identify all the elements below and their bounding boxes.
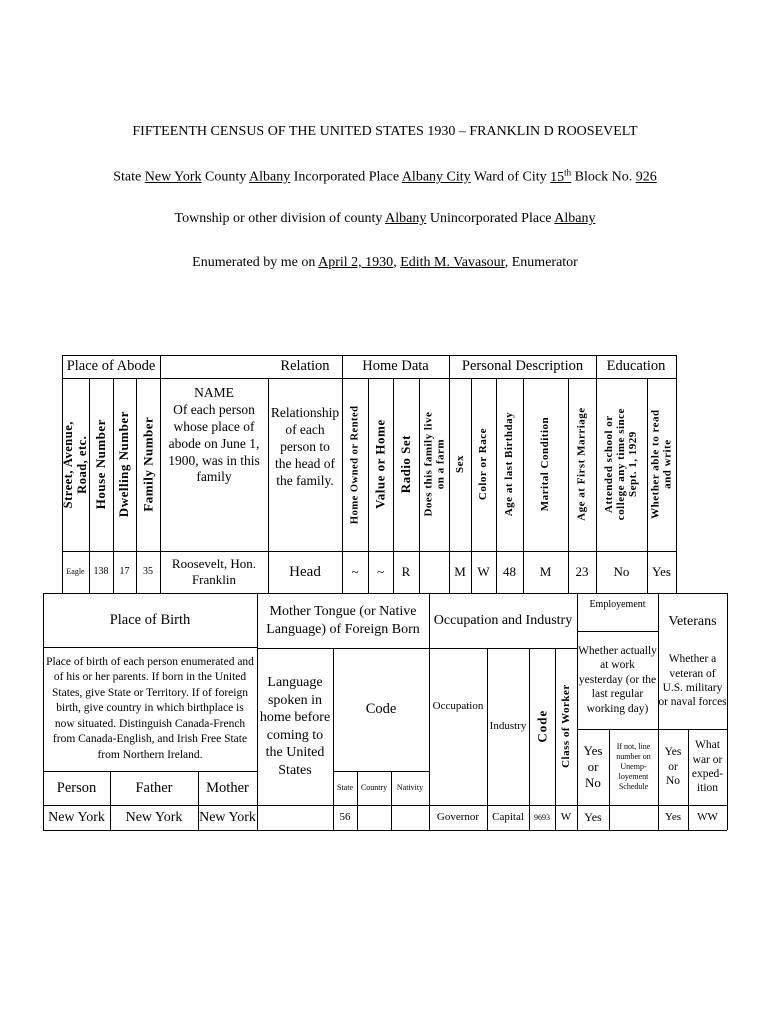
nativity-header: Nativity (396, 783, 424, 792)
group-education: Education (606, 358, 666, 375)
enum-label: Enumerated by me on (192, 255, 316, 270)
location-line (0, 167, 770, 186)
cell-birth-person: New York (48, 809, 105, 825)
state-value: New York (144, 169, 202, 185)
mt-code-header: Code (365, 701, 397, 718)
cell-industry: Capital (492, 810, 524, 823)
enum-suffix: , Enumerator (504, 255, 578, 270)
cell-age-marriage: 23 (575, 563, 589, 579)
industry-header: Industry (489, 720, 527, 733)
col-farm: Does this family live on a farm (421, 412, 447, 517)
mother-tongue-header: Mother Tongue (or Native Language) of Foreign Born (266, 604, 420, 637)
cell-owned: ~ (351, 563, 359, 579)
col-attended-school: Attended school or college any time since Sept. 1, 1929 (603, 408, 640, 521)
state-label: State (113, 169, 142, 185)
cell-sex: M (454, 563, 466, 579)
cell-state-code: 56 (339, 810, 351, 823)
mother-header: Mother (206, 779, 249, 796)
occupation-industry-header: Occupation and Industry (433, 612, 573, 628)
enum-date: April 2, 1930 (318, 255, 394, 270)
group-relation: Relation (280, 358, 330, 375)
uninc-label: Unincorporated Place (429, 211, 552, 226)
veteran-of-header: Whether a veteran of U.S. military or naval forces (658, 653, 727, 709)
occupation-header: Occupation (432, 700, 484, 713)
col-name: NAME Of each person whose place of abode on June 1, 1900, was in this family (168, 385, 260, 485)
col-family-number: Family Number (139, 417, 155, 512)
col-age: Age at last Birthday (503, 412, 516, 517)
township-value: Albany (385, 211, 427, 226)
cell-house: 138 (93, 565, 109, 577)
cell-family: 35 (143, 565, 153, 577)
ward-value: 15th (550, 167, 572, 185)
class-of-worker-header: Class of Worker (559, 684, 572, 769)
col-dwelling-number: Dwelling Number (116, 411, 132, 518)
cell-street: Eagle (66, 567, 85, 576)
place-of-birth-header: Place of Birth (109, 611, 191, 628)
cell-relationship: Head (289, 563, 321, 580)
enumerated-line: Enumerated by me on April 2, 1930, Edith M. Vavasour, Enumerator (192, 255, 578, 270)
block-label: Block No. (574, 169, 633, 185)
cell-read-write: Yes (652, 563, 671, 579)
occ-code-header: Code (533, 710, 549, 743)
cell-name: Roosevelt, Hon. Franklin (171, 555, 257, 587)
col-radio-set: Radio Set (397, 435, 413, 494)
cell-radio: R (401, 563, 411, 579)
cell-veteran: Yes (664, 810, 681, 823)
col-relationship: Relationship of each person to the head of the family. (270, 405, 340, 488)
col-home-owned: Home Owned or Rented (349, 405, 361, 524)
veterans-header: Veterans (668, 614, 717, 630)
cell-attended: No (613, 563, 630, 579)
col-read-write: Whether able to read and write (649, 409, 674, 520)
cell-birth-mother: New York (199, 809, 256, 825)
cell-birth-father: New York (125, 809, 183, 825)
cell-value: ~ (376, 563, 385, 579)
place-of-birth-description: Place of birth of each person enumerated and of his or her parents. If born in the United States, give State or Territory. If of foreign birth, give country in which birthplace is now situated. Distinguish Canada-French from Canada-English, and Irish Free State from Northern Ireland. (46, 655, 254, 761)
township-label: Township or other division of county (174, 211, 383, 226)
cell-dwelling: 17 (119, 565, 130, 577)
language-header: Language spoken in home before coming to the United States (259, 675, 331, 778)
census-title: FIFTEENTH CENSUS OF THE UNITED STATES 1930 – FRANKLIN D ROOSEVELT (132, 124, 638, 139)
col-value-of-home: Value or Home (372, 419, 388, 510)
enumerator-name: Edith M. Vavasour (400, 255, 505, 270)
group-place-of-abode: Place of Abode (66, 358, 156, 375)
col-house-number: House Number (92, 419, 108, 510)
cell-color: W (477, 563, 490, 579)
col-street: Street, Avenue, Road, etc. (60, 420, 89, 509)
cell-war: WW (697, 810, 718, 823)
col-color-or-race: Color or Race (477, 428, 490, 501)
country-header: Country (360, 783, 388, 792)
inc-place-value: Albany City (401, 169, 471, 185)
veteran-yes-no-header: Yes or No (664, 746, 682, 788)
col-sex: Sex (453, 455, 466, 474)
whether-at-work-header: Whether actually at work yesterday (or the last regular working day) (578, 645, 657, 715)
county-value: Albany (249, 169, 291, 185)
employment-yes-no-header: Yes or No (583, 742, 603, 791)
county-label: County (205, 169, 247, 185)
inc-place-label: Incorporated Place (293, 169, 400, 185)
person-header: Person (56, 779, 97, 796)
uninc-value: Albany (554, 211, 596, 226)
col-marital: Marital Condition (539, 417, 552, 512)
cell-occupation: Governor (436, 810, 480, 823)
group-personal-description: Personal Description (461, 358, 584, 375)
cell-age: 48 (503, 563, 516, 579)
cell-marital: M (539, 563, 552, 579)
col-age-first-marriage: Age at First Marriage (575, 407, 588, 522)
ward-label: Ward of City (473, 169, 547, 185)
cell-occ-code: 9693 (534, 812, 550, 822)
father-header: Father (135, 779, 173, 796)
township-line (0, 211, 770, 227)
cell-at-work: Yes (584, 810, 602, 824)
state-header: State (337, 783, 353, 792)
employment-header: Employement (589, 598, 646, 610)
group-home-data: Home Data (362, 358, 429, 375)
block-value: 926 (635, 169, 657, 185)
what-war-header: What war or exped- ition (691, 739, 724, 795)
cell-class-worker: W (560, 810, 572, 823)
unemployment-schedule-header: If not, line number on Unemp- loyement Schedule (616, 742, 651, 791)
